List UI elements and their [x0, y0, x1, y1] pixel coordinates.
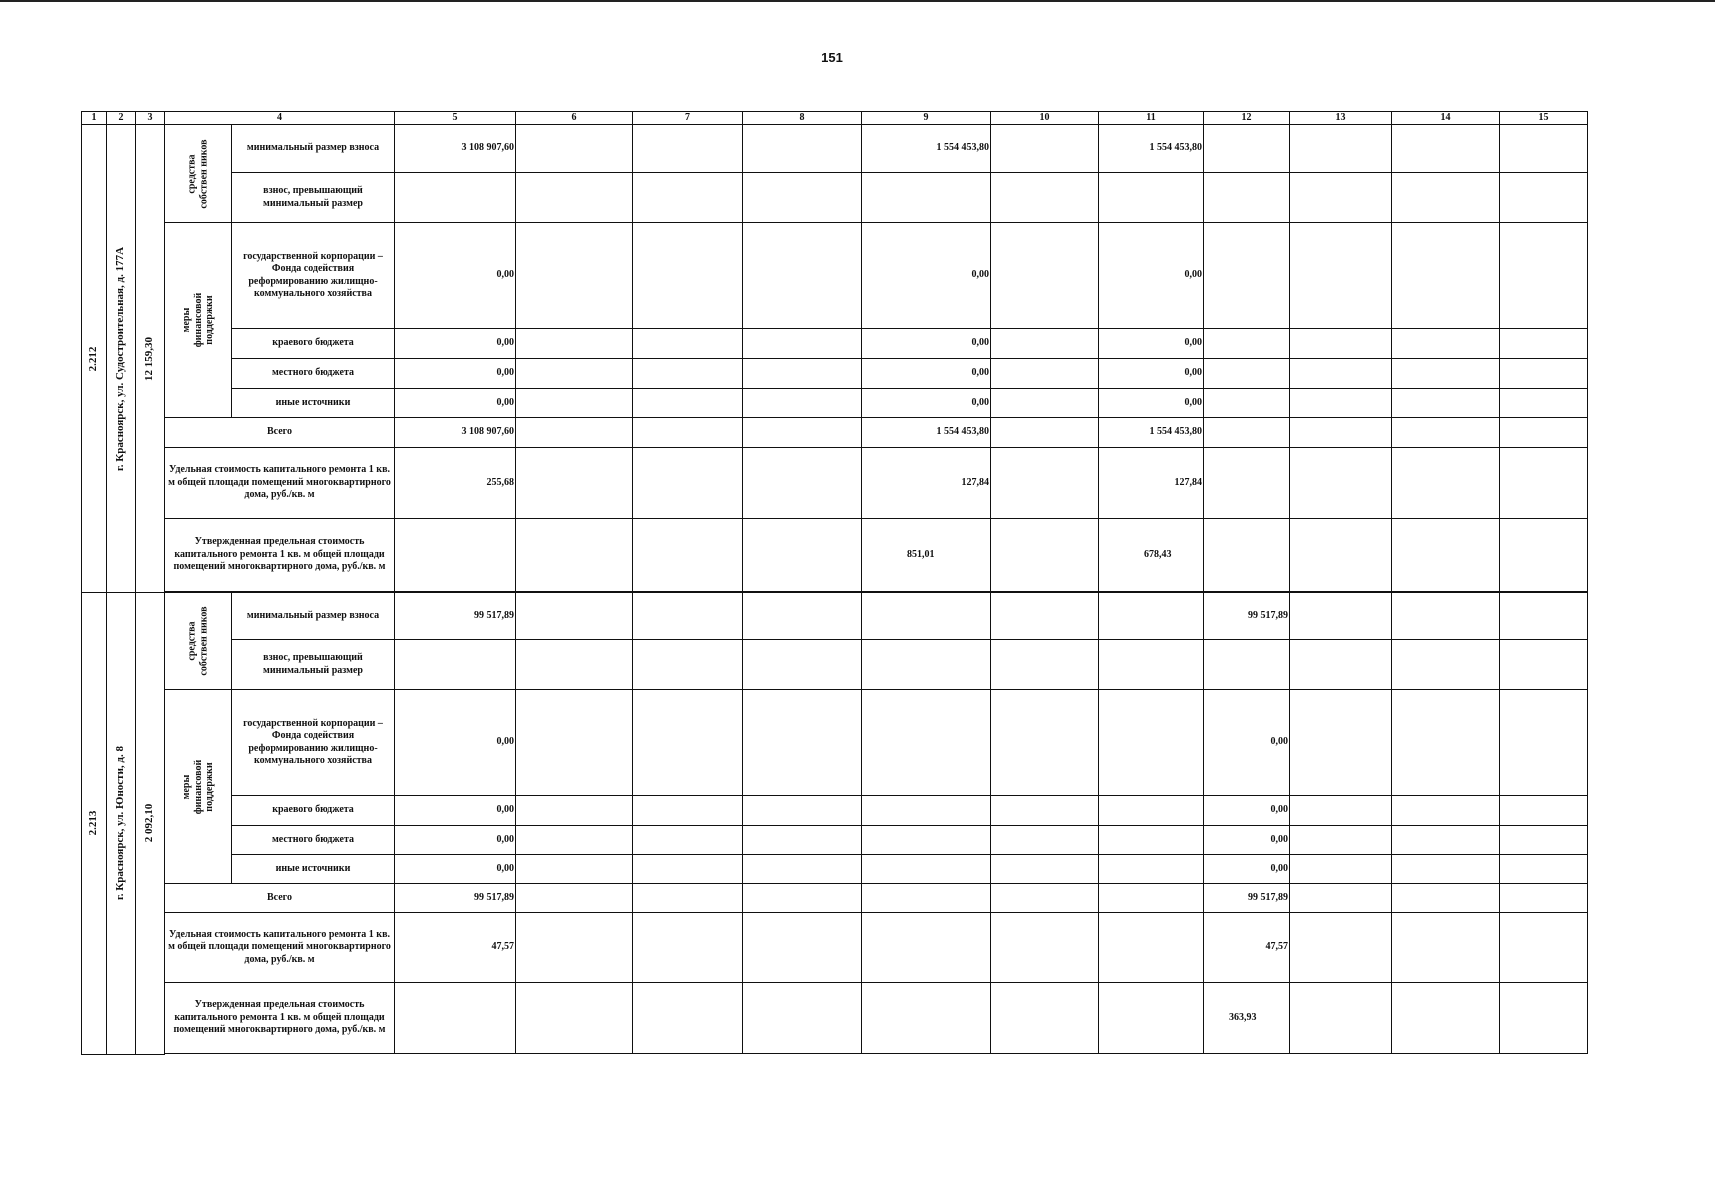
table-row	[82, 448, 1588, 519]
col-header-5: 5	[395, 112, 516, 125]
col-header-2: 2	[107, 112, 136, 125]
table-row	[82, 640, 1588, 690]
record-address-cell	[107, 593, 136, 1055]
value-cell: 851,01	[862, 519, 991, 592]
label-over-min: взнос, превышающий минимальный размер	[232, 640, 395, 690]
col-header-11: 11	[1099, 112, 1204, 125]
value-cell: 0,00	[395, 826, 516, 855]
table-row	[82, 913, 1588, 983]
value-cell: 1 554 453,80	[862, 125, 991, 173]
table-row	[82, 855, 1588, 884]
value-cell: 0,00	[1204, 855, 1290, 884]
value-cell: 0,00	[862, 223, 991, 329]
table-row	[82, 884, 1588, 913]
record-id-cell	[82, 125, 107, 593]
value-cell: 0,00	[395, 223, 516, 329]
label-local: местного бюджета	[232, 826, 395, 855]
col-header-14: 14	[1392, 112, 1500, 125]
table-row	[82, 690, 1588, 796]
label-min-fee: минимальный размер взноса	[232, 593, 395, 640]
col-header-8: 8	[743, 112, 862, 125]
label-limit-cost: Утвержденная предельная стоимость капитального ремонта 1 кв. м общей площади помещений многоквартирного дома, руб./кв. м	[165, 519, 395, 592]
table-row	[82, 983, 1588, 1054]
group-support-measures-label: меры финансовой поддержки	[180, 759, 215, 814]
label-unit-cost: Удельная стоимость капитального ремонта 1 кв. м общей площади помещений многоквартирного дома, руб./кв. м	[165, 913, 395, 983]
value-cell: 1 554 453,80	[1099, 418, 1204, 448]
record-id: 2.212	[87, 346, 100, 371]
value-cell: 99 517,89	[395, 884, 516, 913]
col-header-15: 15	[1500, 112, 1588, 125]
record-area: 2 092,10	[143, 804, 156, 843]
label-over-min: взнос, превышающий минимальный размер	[232, 173, 395, 223]
label-fund: государственной корпорации – Фонда содействия реформированию жилищно-коммунального хозяйства	[232, 690, 395, 796]
label-fund: государственной корпорации – Фонда содействия реформированию жилищно-коммунального хозяйства	[232, 223, 395, 329]
value-cell: 0,00	[395, 389, 516, 418]
value-cell: 0,00	[395, 690, 516, 796]
value-cell: 255,68	[395, 448, 516, 519]
value-cell: 0,00	[862, 389, 991, 418]
value-cell: 1 554 453,80	[862, 418, 991, 448]
col-header-10: 10	[991, 112, 1099, 125]
col-header-13: 13	[1290, 112, 1392, 125]
value-cell: 99 517,89	[395, 593, 516, 640]
table-row	[82, 223, 1588, 329]
value-cell: 678,43	[1099, 519, 1204, 592]
value-cell: 47,57	[1204, 913, 1290, 983]
label-min-fee: минимальный размер взноса	[232, 125, 395, 173]
label-total: Всего	[165, 884, 395, 913]
value-cell: 0,00	[862, 329, 991, 359]
col-header-4: 4	[165, 112, 395, 125]
value-cell: 0,00	[395, 796, 516, 826]
table-row	[82, 593, 1588, 640]
table-row	[82, 125, 1588, 173]
page-number: 151	[821, 50, 843, 65]
value-cell: 0,00	[1204, 826, 1290, 855]
value-cell: 0,00	[1099, 223, 1204, 329]
col-header-9: 9	[862, 112, 991, 125]
table-row	[82, 173, 1588, 223]
value-cell: 0,00	[1099, 329, 1204, 359]
table-row	[82, 796, 1588, 826]
value-cell: 127,84	[1099, 448, 1204, 519]
value-cell: 0,00	[395, 359, 516, 389]
label-limit-cost: Утвержденная предельная стоимость капитального ремонта 1 кв. м общей площади помещений многоквартирного дома, руб./кв. м	[165, 983, 395, 1054]
value-cell: 0,00	[862, 359, 991, 389]
value-cell: 1 554 453,80	[1099, 125, 1204, 173]
value-cell: 3 108 907,60	[395, 125, 516, 173]
label-regional: краевого бюджета	[232, 329, 395, 359]
col-header-12: 12	[1204, 112, 1290, 125]
col-header-3: 3	[136, 112, 165, 125]
table-row	[82, 519, 1588, 592]
top-border-line	[0, 0, 1715, 2]
record-area-cell	[136, 125, 165, 593]
record-id: 2.213	[87, 810, 100, 836]
table-row	[82, 389, 1588, 418]
value-cell: 0,00	[1204, 796, 1290, 826]
value-cell: 363,93	[1204, 983, 1290, 1054]
record-address: г. Красноярск, ул. Судостроительная, д. 177А	[114, 246, 127, 471]
col-header-1: 1	[82, 112, 107, 125]
table-row	[82, 329, 1588, 359]
value-cell: 99 517,89	[1204, 884, 1290, 913]
record-id-cell	[82, 593, 107, 1055]
group-support-measures	[165, 690, 232, 884]
table-row	[82, 826, 1588, 855]
record-area-cell	[136, 593, 165, 1055]
value-cell: 3 108 907,60	[395, 418, 516, 448]
group-support-measures-label: меры финансовой поддержки	[180, 292, 215, 348]
value-cell: 47,57	[395, 913, 516, 983]
label-other: иные источники	[232, 855, 395, 884]
record-area: 12 159,30	[143, 336, 156, 381]
col-header-6: 6	[516, 112, 633, 125]
record-address-cell	[107, 125, 136, 593]
value-cell: 0,00	[395, 855, 516, 884]
label-total: Всего	[165, 418, 395, 448]
group-owners-funds	[165, 125, 232, 223]
label-unit-cost: Удельная стоимость капитального ремонта 1 кв. м общей площади помещений многоквартирного дома, руб./кв. м	[165, 448, 395, 519]
column-number-row	[82, 112, 1588, 125]
record-address: г. Красноярск, ул. Юности, д. 8	[114, 746, 127, 901]
spacer-row	[82, 1054, 1588, 1055]
value-cell: 0,00	[1204, 690, 1290, 796]
table-row	[82, 359, 1588, 389]
value-cell: 0,00	[395, 329, 516, 359]
group-support-measures	[165, 223, 232, 418]
table-row	[82, 418, 1588, 448]
value-cell: 0,00	[1099, 359, 1204, 389]
value-cell: 99 517,89	[1204, 593, 1290, 640]
capital-repair-table	[81, 111, 1588, 1055]
label-other: иные источники	[232, 389, 395, 418]
group-owners-funds-label: средства собствен ников	[186, 138, 209, 209]
group-owners-funds-label: средства собствен ников	[186, 606, 209, 676]
col-header-7: 7	[633, 112, 743, 125]
label-regional: краевого бюджета	[232, 796, 395, 826]
value-cell: 127,84	[862, 448, 991, 519]
group-owners-funds	[165, 593, 232, 690]
label-local: местного бюджета	[232, 359, 395, 389]
value-cell: 0,00	[1099, 389, 1204, 418]
